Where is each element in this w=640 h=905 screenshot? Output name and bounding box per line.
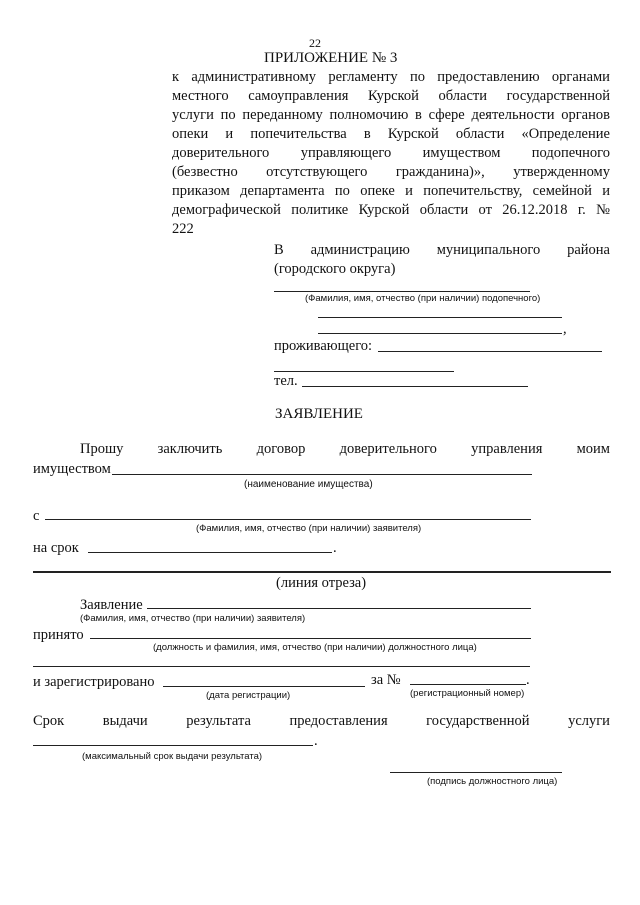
appendix-line-7 xyxy=(172,183,610,200)
word: органов xyxy=(561,107,610,123)
deadline-line[interactable] xyxy=(33,745,313,746)
word: и xyxy=(602,183,610,199)
appendix-line-5 xyxy=(172,145,610,162)
word: полномочию xyxy=(329,107,409,123)
ward-fio-line-2[interactable] xyxy=(318,317,562,318)
word: 26.12.2018 xyxy=(502,202,568,218)
statement-line-1 xyxy=(80,441,610,458)
number-line[interactable] xyxy=(410,684,526,685)
appendix-line-8 xyxy=(172,202,610,219)
word: государственной xyxy=(426,713,530,729)
word: договор xyxy=(256,441,306,457)
number-label: за № xyxy=(371,672,401,688)
number-hint: (регистрационный номер) xyxy=(410,688,525,699)
word: утвержденному xyxy=(513,164,610,180)
official-hint: (должность и фамилия, имя, отчество (при наличии) должностного лица) xyxy=(153,642,477,653)
residing-label: проживающего: xyxy=(274,338,373,354)
word: приказом xyxy=(172,183,230,199)
word: муниципального xyxy=(436,242,541,258)
appendix-line-6 xyxy=(172,164,610,181)
word: семейной xyxy=(532,183,592,199)
cut-line xyxy=(33,571,611,573)
word: департамента xyxy=(240,183,325,199)
appendix-line-2 xyxy=(172,88,610,105)
signature-line[interactable] xyxy=(390,772,562,773)
page-number: 22 xyxy=(309,36,321,50)
word: результата xyxy=(186,713,251,729)
word: заключить xyxy=(157,441,223,457)
word: и xyxy=(405,183,413,199)
word: самоуправления xyxy=(248,88,349,104)
word: услуги xyxy=(172,107,214,123)
addressee-line-2: (городского округа) xyxy=(274,261,396,277)
word: предоставления xyxy=(289,713,388,729)
receipt-statement-label: Заявление xyxy=(80,597,143,613)
word: по xyxy=(334,183,350,199)
word: попечительству, xyxy=(423,183,523,199)
word: в xyxy=(363,126,371,142)
word: по xyxy=(220,107,236,123)
word: администрацию xyxy=(310,242,410,258)
word: гражданина)», xyxy=(395,164,485,180)
word: предоставлению xyxy=(437,69,540,85)
word: деятельности xyxy=(471,107,555,123)
word: Курской xyxy=(368,88,419,104)
word: демографической xyxy=(172,202,281,218)
word: сфере xyxy=(428,107,465,123)
word: местного xyxy=(172,88,229,104)
word: по xyxy=(409,69,425,85)
word: доверительного xyxy=(339,441,437,457)
date-line[interactable] xyxy=(163,686,365,687)
word: органами xyxy=(551,69,610,85)
property-line[interactable] xyxy=(112,474,532,475)
receipt-applicant-line[interactable] xyxy=(147,608,531,609)
word: моим xyxy=(576,441,610,457)
word: Курской xyxy=(387,126,439,142)
word: № xyxy=(596,202,610,218)
cut-line-label: (линия отреза) xyxy=(276,575,367,591)
receipt-applicant-hint: (Фамилия, имя, отчество (при наличии) заявителя) xyxy=(80,613,306,624)
deadline-hint: (максимальный срок выдачи результата) xyxy=(82,751,263,762)
property-hint: (наименование имущества) xyxy=(244,479,373,490)
word: переданному xyxy=(242,107,323,123)
word: услуги xyxy=(568,713,610,729)
date-hint: (дата регистрации) xyxy=(206,690,291,701)
appendix-line-4 xyxy=(172,126,610,143)
word: управления xyxy=(471,441,543,457)
word: выдачи xyxy=(102,713,148,729)
number-dot: . xyxy=(526,672,530,688)
word: В xyxy=(274,242,284,258)
residing-line-2[interactable] xyxy=(274,371,454,372)
word: опеки xyxy=(172,126,209,142)
word: подопечного xyxy=(531,145,610,161)
ward-fio-line-3[interactable] xyxy=(318,333,562,334)
registered-label: и зарегистрировано xyxy=(33,674,155,690)
phone-line[interactable] xyxy=(302,386,528,387)
word: регламенту xyxy=(328,69,398,85)
word: Курской xyxy=(358,202,410,218)
word: от xyxy=(478,202,492,218)
official-line-2[interactable] xyxy=(33,666,530,667)
with-label: с xyxy=(33,508,40,524)
phone-label: тел. xyxy=(274,373,298,389)
word: отсутствующего xyxy=(266,164,368,180)
applicant-line[interactable] xyxy=(45,519,531,520)
deadline-line-text xyxy=(33,713,610,730)
word: управляющего xyxy=(300,145,392,161)
statement-title: ЗАЯВЛЕНИЕ xyxy=(275,406,363,422)
accepted-label: принято xyxy=(33,627,84,643)
word: опеке xyxy=(360,183,395,199)
word: района xyxy=(567,242,610,258)
word: Прошу xyxy=(80,441,124,457)
word: области xyxy=(438,88,487,104)
word: области xyxy=(419,202,469,218)
word: и xyxy=(225,126,234,142)
word: имуществом xyxy=(422,145,501,161)
ward-fio-hint: (Фамилия, имя, отчество (при наличии) подопечного) xyxy=(305,293,541,304)
word: политике xyxy=(291,202,349,218)
appendix-line-3 xyxy=(172,107,610,124)
appendix-line-1 xyxy=(172,69,610,86)
addressee-line-1 xyxy=(274,242,610,259)
word: доверительного xyxy=(172,145,270,161)
appendix-title: ПРИЛОЖЕНИЕ № 3 xyxy=(264,50,398,66)
ward-fio-line[interactable] xyxy=(274,291,530,292)
signature-hint: (подпись должностного лица) xyxy=(427,776,558,787)
residing-line[interactable] xyxy=(378,351,602,352)
official-line[interactable] xyxy=(90,638,531,639)
word: к xyxy=(172,69,180,85)
term-label: на срок xyxy=(33,540,79,556)
comma: , xyxy=(563,321,567,337)
deadline-dot: . xyxy=(314,733,318,749)
applicant-hint: (Фамилия, имя, отчество (при наличии) заявителя) xyxy=(196,523,422,534)
property-label: имуществом xyxy=(33,461,111,477)
term-line[interactable] xyxy=(88,552,332,553)
word: г. xyxy=(577,202,586,218)
word: Срок xyxy=(33,713,65,729)
appendix-line-9: 222 xyxy=(172,221,194,237)
word: (безвестно xyxy=(172,164,238,180)
word: попечительства xyxy=(250,126,347,142)
word: «Определение xyxy=(521,126,610,142)
word: административному xyxy=(191,69,316,85)
word: государственной xyxy=(506,88,610,104)
word: области xyxy=(455,126,505,142)
word: в xyxy=(415,107,422,123)
term-dot: . xyxy=(333,540,337,556)
